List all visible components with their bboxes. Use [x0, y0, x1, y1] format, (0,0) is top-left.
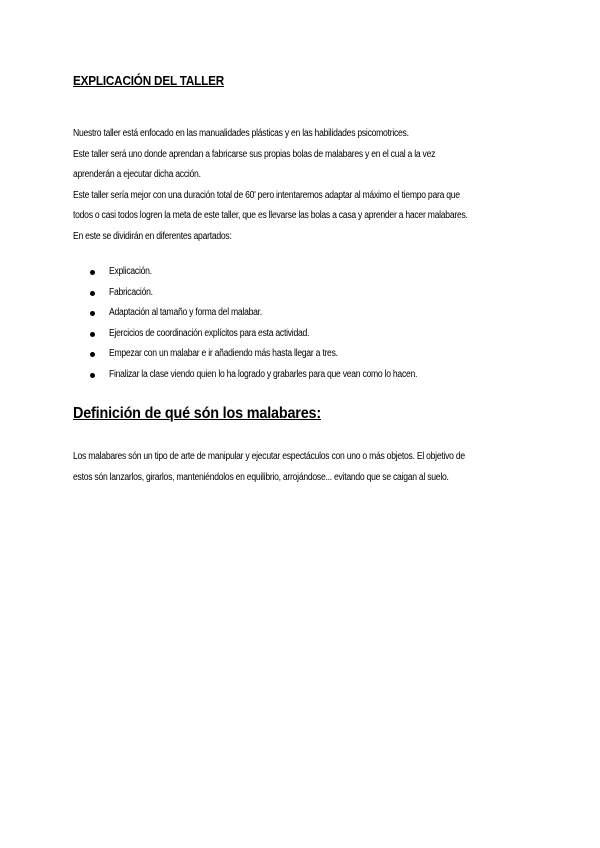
list-item-text: Empezar con un malabar e ir añadiendo más hasta llegar a tres.: [109, 348, 338, 359]
bullet-icon: [90, 311, 95, 316]
bullet-icon: [90, 291, 95, 296]
intro-line: Este taller sería mejor con una duración total de 60' pero intentaremos adaptar al máximo el tiempo para que: [73, 189, 460, 201]
bullet-icon: [90, 352, 95, 357]
intro-line: En este se dividirán en diferentes apartados:: [73, 230, 232, 242]
definition-line: Los malabares són un tipo de arte de manipular y ejecutar espectáculos con uno o más objetos. El objetivo de: [73, 451, 465, 462]
list-item-text: Fabricación.: [109, 286, 153, 298]
intro-paragraph: [73, 124, 593, 247]
bullet-icon: [90, 332, 95, 337]
intro-line: Este taller será uno donde aprendan a fabricarse sus propias bolas de malabares y en el cual a la vez: [73, 148, 436, 160]
section-heading: Definición de qué són los malabares:: [73, 405, 321, 422]
list-item-text: Ejercicios de coordinación explícitos para esta actividad.: [109, 327, 310, 339]
definition-paragraph: [73, 447, 593, 488]
intro-line: todos o casi todos logren la meta de este taller, que es llevarse las bolas a casa y aprender a hacer malabares.: [73, 210, 468, 221]
bullet-icon: [90, 373, 95, 378]
list-item-text: Explicación.: [109, 266, 152, 277]
definition-line: estos són lanzarlos, girarlos, manteniéndolos en equilibrio, arrojándose... evitando que se caigan al suelo.: [73, 471, 449, 483]
document-title: EXPLICACIÓN DEL TALLER: [73, 73, 224, 88]
list-item-text: Adaptación al tamaño y forma del malabar.: [109, 307, 262, 318]
intro-line: Nuestro taller está enfocado en las manualidades plásticas y en las habilidades psicomotrices.: [73, 128, 409, 139]
intro-line: aprenderán a ejecutar dicha acción.: [73, 169, 201, 180]
bullet-icon: [90, 270, 95, 275]
list-item-text: Finalizar la clase viendo quien lo ha logrado y grabarles para que vean como lo hacen.: [109, 368, 418, 380]
